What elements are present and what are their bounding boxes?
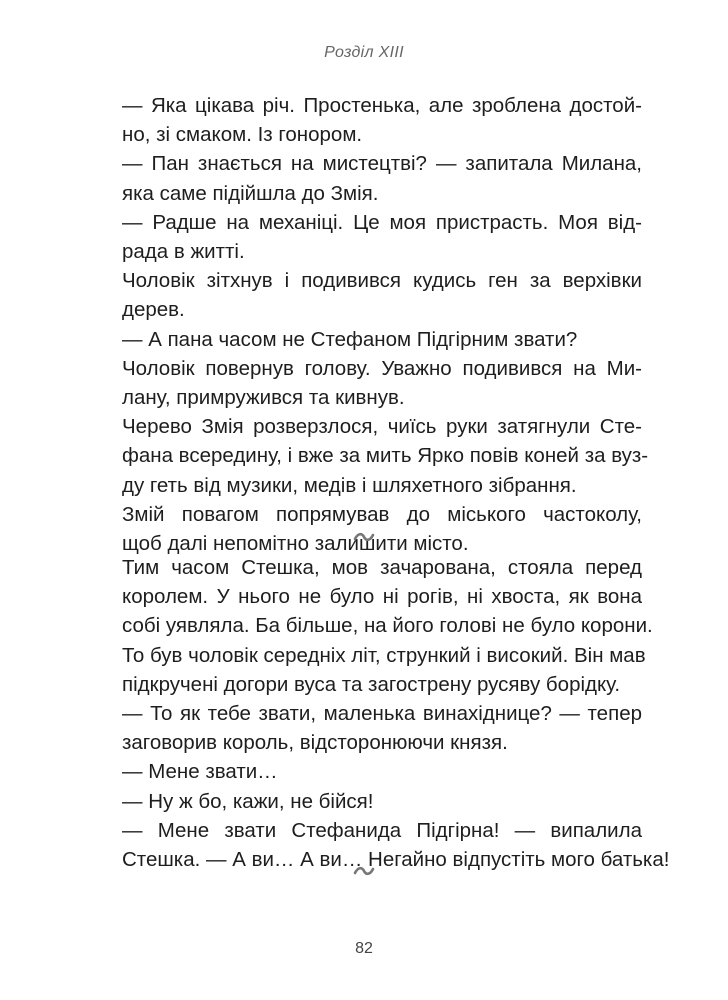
text-line: — Яка цікава річ. Простенька, але зроблена достой- bbox=[122, 94, 642, 117]
text-line: лану, примружився та кивнув. bbox=[122, 386, 405, 410]
paragraph bbox=[122, 757, 642, 786]
paragraph bbox=[122, 149, 642, 207]
paragraph bbox=[122, 354, 642, 412]
text-line: собі уявляла. Ба більше, на його голові не було корони. bbox=[122, 614, 653, 638]
paragraph bbox=[122, 412, 649, 500]
text-block-1 bbox=[122, 91, 649, 558]
text-line: щоб далі непомітно залишити місто. bbox=[122, 532, 469, 556]
text-line: яка саме підійшла до Змія. bbox=[122, 181, 379, 205]
text-line: королем. У нього не було ні рогів, ні хвоста, як вона bbox=[122, 585, 642, 609]
text-line: Чоловік зітхнув і подивився кудись ген за верхівки bbox=[122, 269, 642, 293]
paragraph bbox=[122, 325, 642, 354]
text-line: Черево Змія розверзлося, чиїсь руки затягнули Сте- bbox=[122, 415, 642, 439]
text-line: — То як тебе звати, маленька винахіднице? — тепер bbox=[122, 702, 642, 726]
text-line: — Мене звати Стефанида Підгірна! — випалила bbox=[122, 818, 642, 842]
text-line: заговорив король, відсторонюючи князя. bbox=[122, 731, 508, 755]
text-line: Змій повагом попрямував до міського частоколу, bbox=[122, 502, 642, 526]
paragraph bbox=[122, 91, 642, 149]
text-line: — Пан знається на мистецтві? — запитала Милана, bbox=[122, 152, 642, 176]
text-line: — А пана часом не Стефаном Підгірним звати? bbox=[122, 327, 578, 351]
text-line: підкручені догори вуса та загострену русяву борідку. bbox=[122, 672, 621, 696]
paragraph bbox=[122, 208, 642, 266]
text-line: Чоловік повернув голову. Уважно подивився на Ми- bbox=[122, 356, 642, 380]
paragraph bbox=[122, 266, 642, 324]
text-line: — Радше на механіці. Це моя пристрасть. Моя від- bbox=[122, 210, 642, 234]
text-line: Тим часом Стешка, мов зачарована, стояла перед bbox=[122, 556, 642, 579]
chapter-header: Розділ XIII bbox=[324, 44, 404, 61]
text-line: рада в житті. bbox=[122, 240, 245, 264]
tilde-ornament-icon bbox=[0, 864, 728, 882]
text-line: То був чоловік середніх літ, стрункий і високий. Він мав bbox=[122, 643, 646, 667]
text-line: фана всередину, і вже за мить Ярко повів коней за вуз- bbox=[122, 444, 649, 468]
text-line: Стешка. — А ви… А ви… Негайно відпустіть мого батька! bbox=[122, 848, 670, 872]
paragraph bbox=[122, 699, 642, 757]
text-line: ду геть від музики, медів і шляхетного зібрання. bbox=[122, 473, 577, 497]
text-line: дерев. bbox=[122, 298, 185, 322]
text-line: — Мене звати… bbox=[122, 760, 278, 784]
paragraph bbox=[122, 787, 642, 816]
page-number: 82 bbox=[355, 940, 373, 957]
tilde-ornament-icon bbox=[0, 530, 728, 548]
paragraph bbox=[122, 553, 653, 699]
text-line: — Ну ж бо, кажи, не бійся! bbox=[122, 789, 374, 813]
text-line: но, зі смаком. Із гонором. bbox=[122, 123, 363, 147]
text-block-2 bbox=[122, 553, 670, 874]
